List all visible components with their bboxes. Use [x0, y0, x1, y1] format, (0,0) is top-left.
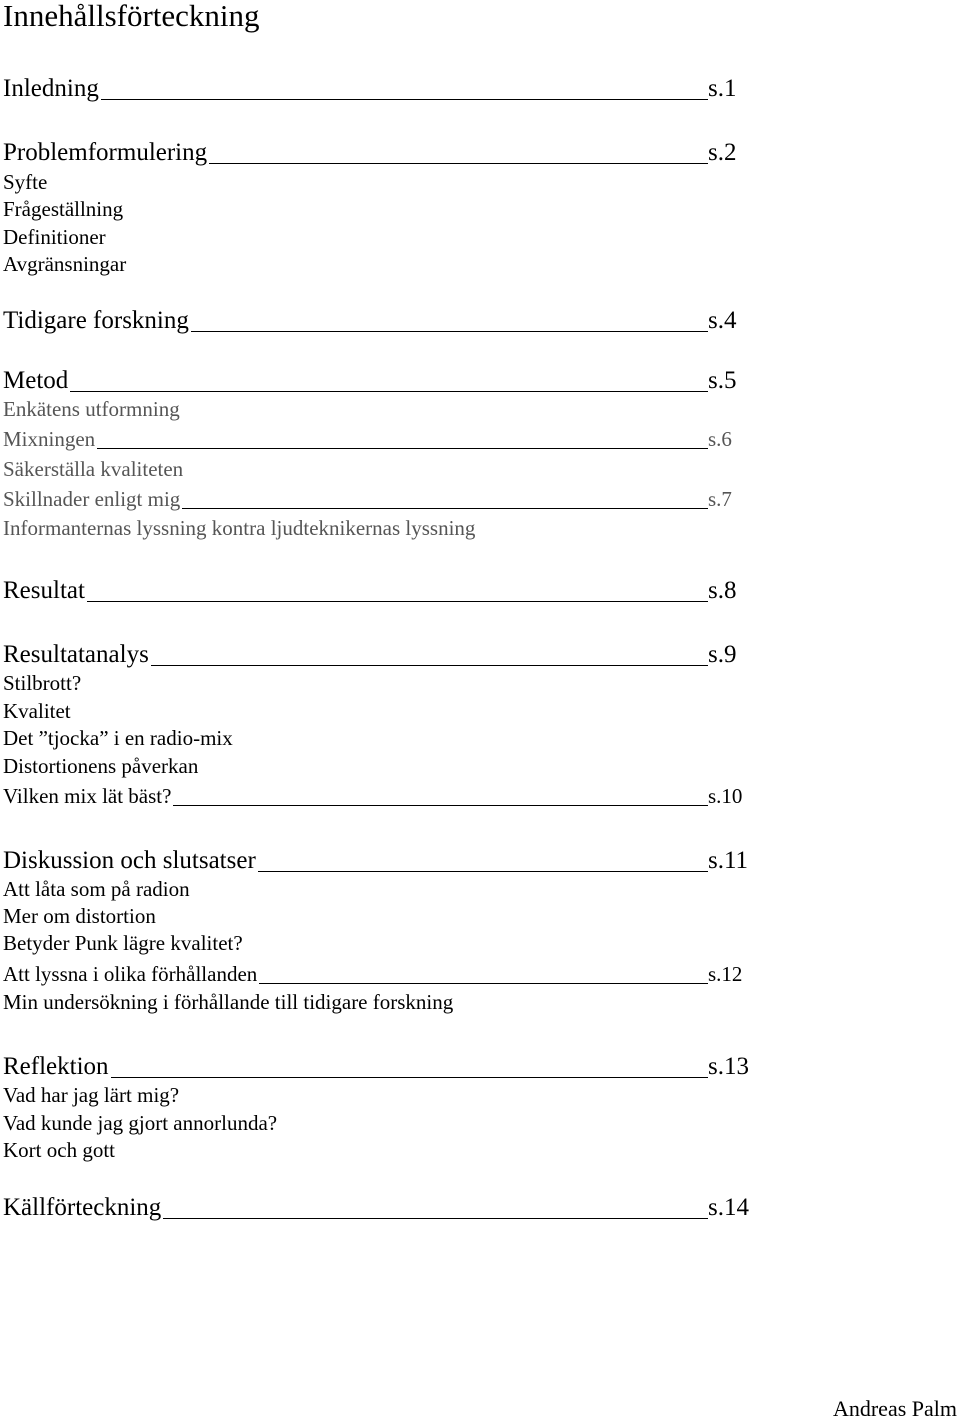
- page-number: s.4: [708, 307, 737, 334]
- toc-entry: Att lyssna i olika förhållanden: [3, 962, 258, 986]
- page-number: s.1: [708, 75, 737, 102]
- toc-subentry: Kvalitet: [3, 699, 71, 723]
- toc-subentry: Kort och gott: [3, 1138, 115, 1162]
- toc-title: Innehållsförteckning: [3, 0, 260, 33]
- toc-subentry: Enkätens utformning: [3, 397, 180, 421]
- leader-line: [182, 508, 708, 509]
- page-number: s.7: [708, 487, 732, 511]
- toc-entry: Mixningen: [3, 427, 96, 451]
- leader-line: [191, 331, 708, 332]
- toc-subentry: Mer om distortion: [3, 904, 156, 928]
- page-number: s.13: [708, 1053, 749, 1080]
- page-number: s.6: [708, 427, 732, 451]
- toc-subentry: Avgränsningar: [3, 252, 127, 276]
- leader-line: [111, 1077, 708, 1078]
- page-number: s.10: [708, 784, 743, 808]
- toc-subentry: Att låta som på radion: [3, 877, 190, 901]
- page-number: s.2: [708, 139, 737, 166]
- toc-entry: Resultatanalys: [3, 641, 149, 668]
- toc-subentry: Distortionens påverkan: [3, 754, 199, 778]
- toc-entry: Skillnader enligt mig: [3, 487, 181, 511]
- toc-entry: Diskussion och slutsatser: [3, 847, 256, 874]
- toc-subentry: Säkerställa kvaliteten: [3, 457, 184, 481]
- toc-entry: Reflektion: [3, 1053, 109, 1080]
- leader-line: [209, 163, 708, 164]
- page-number: s.9: [708, 641, 737, 668]
- leader-line: [70, 391, 708, 392]
- toc-subentry: Frågeställning: [3, 197, 124, 221]
- page-number: s.11: [708, 847, 749, 874]
- toc-subentry: Definitioner: [3, 225, 106, 249]
- toc-subentry: Vad har jag lärt mig?: [3, 1083, 180, 1107]
- leader-line: [151, 665, 708, 666]
- leader-line: [87, 601, 708, 602]
- toc-entry: Vilken mix lät bäst?: [3, 784, 172, 808]
- toc-subentry: Betyder Punk lägre kvalitet?: [3, 931, 243, 955]
- toc-subentry: Stilbrott?: [3, 671, 82, 695]
- toc-subentry: Informanternas lyssning kontra ljudteknikernas lyssning: [3, 516, 476, 540]
- author-name: Andreas Palm: [832, 1396, 957, 1421]
- toc-entry: Inledning: [3, 75, 99, 102]
- page-number: s.8: [708, 577, 737, 604]
- toc-entry: Tidigare forskning: [3, 307, 189, 334]
- leader-line: [258, 871, 708, 872]
- leader-line: [173, 805, 708, 806]
- leader-line: [259, 983, 708, 984]
- toc-subentry: Min undersökning i förhållande till tidigare forskning: [3, 990, 454, 1014]
- page-number: s.12: [708, 962, 743, 986]
- toc-entry: Problemformulering: [3, 139, 208, 166]
- leader-line: [101, 99, 708, 100]
- toc-entry: Metod: [3, 367, 69, 394]
- toc-subentry: Syfte: [3, 170, 48, 194]
- page-number: s.5: [708, 367, 737, 394]
- toc-subentry: Vad kunde jag gjort annorlunda?: [3, 1111, 278, 1135]
- page-number: s.14: [708, 1194, 749, 1221]
- toc-entry: Resultat: [3, 577, 85, 604]
- leader-line: [97, 448, 708, 449]
- leader-line: [163, 1218, 708, 1219]
- toc-entry: Källförteckning: [3, 1194, 162, 1221]
- toc-subentry: Det ”tjocka” i en radio-mix: [3, 726, 233, 750]
